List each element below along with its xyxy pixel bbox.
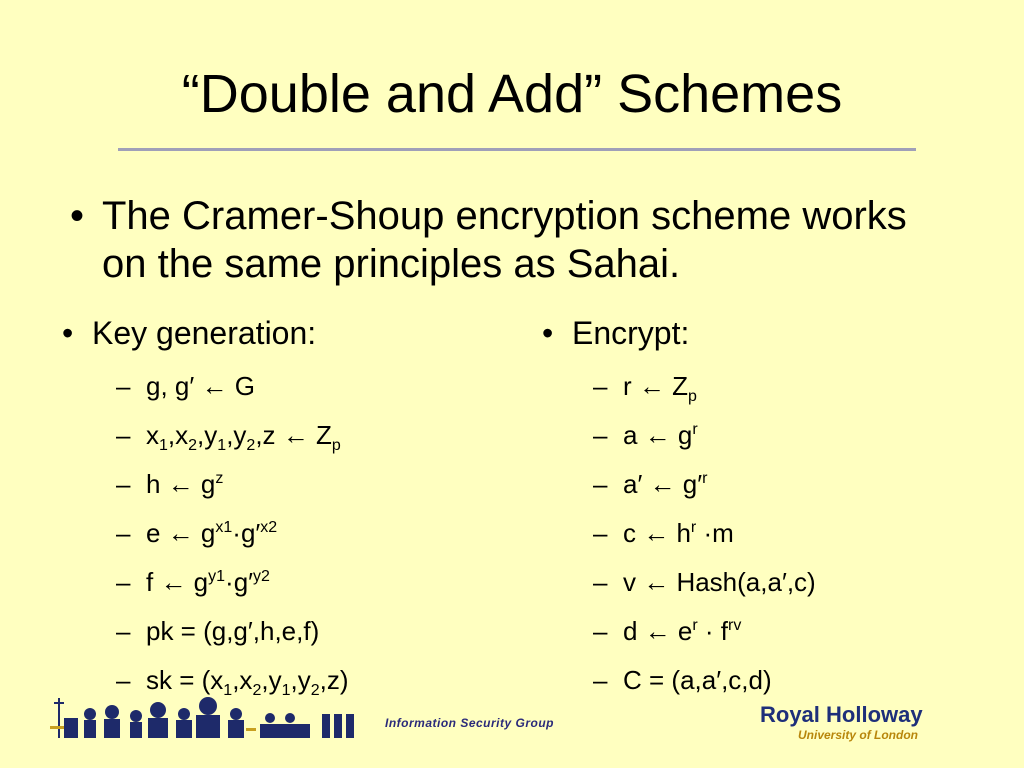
encrypt-formula (623, 517, 734, 549)
formula-sup: y1 (208, 568, 226, 585)
group-name: Information Security Group (385, 716, 555, 730)
formula-sup: z (215, 470, 224, 487)
formula-text: ,x (167, 420, 189, 450)
formula-sub: p (331, 437, 341, 454)
formula-text: ,y (197, 420, 218, 450)
formula-sup: r (692, 421, 698, 438)
key-generation-formula (146, 370, 255, 402)
list-dash: – (593, 616, 608, 646)
formula-text: f ← g (146, 567, 209, 597)
key-generation-formula (146, 468, 223, 500)
formula-text: g, g′ ← G (146, 371, 255, 401)
intro-text: The Cramer-Shoup encryption scheme works on the same principles as Sahai. (102, 194, 907, 286)
encrypt-formula (623, 664, 772, 696)
formula-sub: 1 (159, 437, 168, 454)
list-dash: – (116, 567, 131, 597)
list-dash: – (593, 420, 608, 450)
formula-sub: 1 (223, 682, 233, 699)
key-generation-formula (146, 615, 319, 647)
formula-sup: r (690, 519, 697, 536)
key-generation-formula (146, 517, 277, 549)
encrypt-formula (623, 615, 741, 647)
footer-silhouettes-image (50, 688, 380, 748)
formula-sub: 2 (246, 437, 256, 454)
list-dash: – (593, 518, 608, 548)
list-dash: – (593, 567, 608, 597)
list-dash: – (116, 616, 131, 646)
formula-text: x (146, 420, 159, 450)
formula-text: r ← Z (623, 371, 688, 401)
formula-sup: r (702, 470, 708, 487)
formula-text: ·g′ (225, 567, 254, 597)
encrypt-formula (623, 419, 698, 451)
formula-text: pk = (g,g′,h,e,f) (146, 616, 320, 646)
list-dash: – (593, 469, 608, 499)
bullet-dot: • (542, 315, 554, 351)
formula-sup: r (692, 617, 698, 634)
title-divider (118, 148, 916, 151)
formula-text: · f (697, 616, 729, 646)
formula-text: ,y (261, 665, 282, 695)
formula-text: d ← e (623, 616, 693, 646)
encrypt-formula (623, 566, 816, 598)
formula-sub: p (688, 388, 697, 405)
bullet-dot: • (70, 194, 85, 238)
formula-text: c ← h (623, 518, 691, 548)
key-generation-formula (146, 419, 341, 454)
formula-text: ,z) (319, 665, 349, 695)
list-dash: – (593, 665, 608, 695)
formula-sub: 1 (217, 437, 227, 454)
formula-sup: x2 (260, 519, 278, 536)
slide-title: “Double and Add” Schemes (181, 64, 843, 124)
formula-sub: 2 (252, 682, 262, 699)
formula-sup: x1 (215, 519, 233, 536)
formula-text: ,y (290, 665, 311, 695)
formula-sup: y2 (253, 568, 270, 585)
university-name: University of London (798, 728, 918, 742)
formula-sub: 2 (310, 682, 320, 699)
formula-sup: rv (728, 617, 742, 634)
formula-text: C = (a,a′,c,d) (623, 665, 772, 695)
formula-text: ,y (226, 420, 247, 450)
formula-sub: 1 (281, 682, 291, 699)
list-dash: – (116, 665, 131, 695)
list-dash: – (116, 420, 131, 450)
formula-text: v ← Hash(a,a′,c) (623, 567, 816, 597)
list-dash: – (116, 469, 131, 499)
institution-name: Royal Holloway (760, 702, 923, 727)
formula-text: a ← g (623, 420, 693, 450)
formula-text: h ← g (146, 469, 216, 499)
bullet-dot: • (62, 315, 74, 351)
list-dash: – (593, 371, 608, 401)
list-dash: – (116, 371, 131, 401)
formula-text: ,x (232, 665, 253, 695)
formula-text: sk = (x (146, 665, 224, 695)
key-generation-label: Key generation: (92, 315, 317, 351)
key-generation-formula (146, 566, 270, 598)
formula-text: e ← g (146, 518, 216, 548)
list-dash: – (116, 518, 131, 548)
formula-sub: 2 (188, 437, 198, 454)
formula-text: ,z ← Z (255, 420, 332, 450)
encrypt-label: Encrypt: (572, 315, 690, 351)
encrypt-formula (623, 370, 697, 405)
encrypt-formula (623, 468, 707, 500)
formula-text: a′ ← g′ (623, 469, 703, 499)
formula-text: ·m (696, 518, 734, 548)
formula-text: ·g′ (232, 518, 261, 548)
